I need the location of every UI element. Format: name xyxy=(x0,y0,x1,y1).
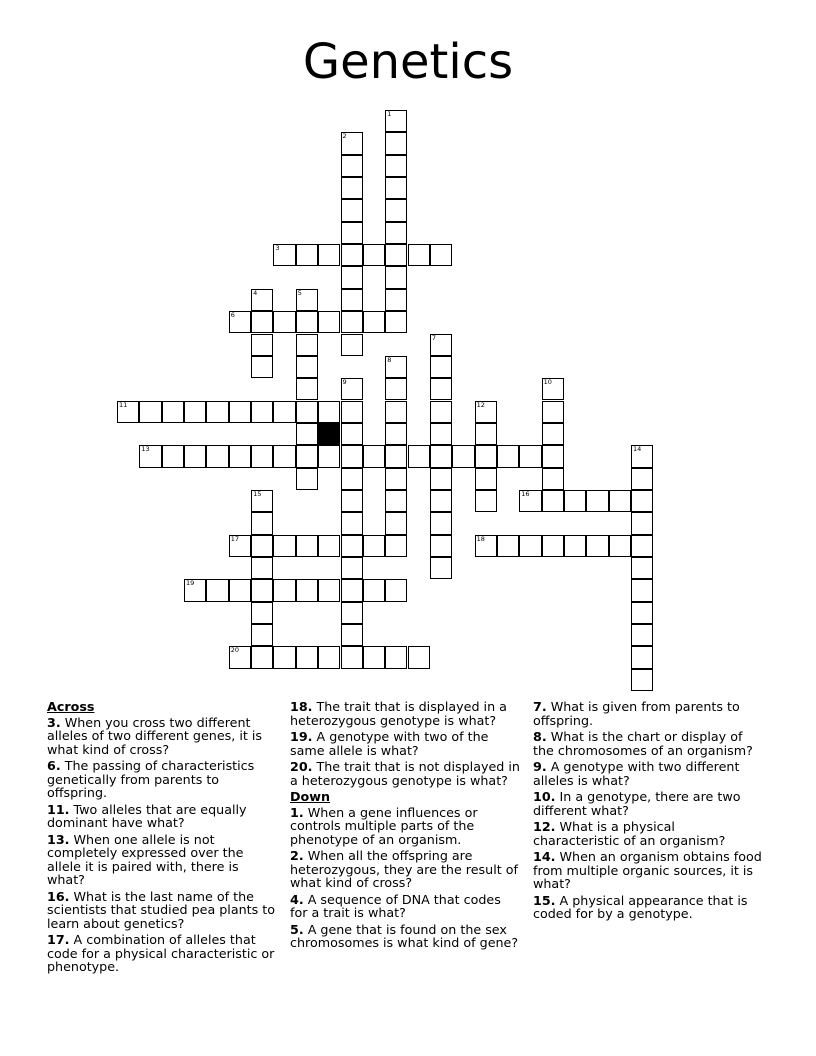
grid-cell[interactable] xyxy=(363,311,385,333)
cell-number: 16 xyxy=(521,489,530,498)
grid-cell[interactable] xyxy=(631,490,653,512)
clue-text: The trait that is displayed in a heterozygous genotype is what? xyxy=(290,699,507,728)
grid-cell[interactable] xyxy=(341,624,363,646)
clue-column-3 xyxy=(533,700,765,924)
grid-cell[interactable] xyxy=(251,557,273,579)
grid-cell[interactable] xyxy=(229,579,251,601)
grid-cell[interactable] xyxy=(184,579,206,601)
grid-cell[interactable] xyxy=(318,401,340,423)
clue-item xyxy=(47,759,279,800)
grid-cell[interactable] xyxy=(430,244,452,266)
grid-cell[interactable] xyxy=(430,512,452,534)
clue-number: 15. xyxy=(533,892,556,908)
grid-cell[interactable] xyxy=(273,445,295,467)
grid-cell[interactable] xyxy=(430,445,452,467)
grid-cell[interactable] xyxy=(631,669,653,691)
grid-cell[interactable] xyxy=(273,244,295,266)
cell-number: 5 xyxy=(297,288,302,297)
grid-cell[interactable] xyxy=(296,244,318,266)
grid-cell[interactable] xyxy=(408,445,430,467)
grid-cell[interactable] xyxy=(385,155,407,177)
clue-text: What is the last name of the scientists that studied pea plants to learn about genetics? xyxy=(47,888,275,931)
grid-cell[interactable] xyxy=(385,289,407,311)
clue-number: 1. xyxy=(290,804,304,820)
clue-number: 2. xyxy=(290,848,304,863)
clue-text: What is the chart or display of the chromosomes of an organism? xyxy=(533,729,753,758)
grid-cell[interactable] xyxy=(542,401,564,423)
cell-number: 10 xyxy=(543,378,552,387)
clue-section-heading: Across xyxy=(47,699,95,714)
grid-cell[interactable] xyxy=(296,334,318,356)
grid-cell[interactable] xyxy=(341,132,363,154)
grid-cell[interactable] xyxy=(296,445,318,467)
clue-number: 11. xyxy=(47,801,70,817)
clue-text: A gene that is found on the sex chromosomes is what kind of gene? xyxy=(290,921,519,950)
grid-cell[interactable] xyxy=(318,646,340,668)
grid-cell[interactable] xyxy=(430,356,452,378)
grid-block xyxy=(318,423,340,445)
clue-item xyxy=(290,923,522,950)
grid-cell[interactable] xyxy=(229,401,251,423)
grid-cell[interactable] xyxy=(430,423,452,445)
clue-text: A genotype with two of the same allele is what? xyxy=(290,729,489,758)
grid-cell[interactable] xyxy=(341,401,363,423)
grid-cell[interactable] xyxy=(296,378,318,400)
grid-cell[interactable] xyxy=(273,311,295,333)
cell-number: 13 xyxy=(141,445,150,454)
grid-cell[interactable] xyxy=(341,646,363,668)
grid-cell[interactable] xyxy=(318,244,340,266)
grid-cell[interactable] xyxy=(296,356,318,378)
grid-cell[interactable] xyxy=(206,445,228,467)
clue-item xyxy=(290,760,522,787)
grid-cell[interactable] xyxy=(318,445,340,467)
grid-cell[interactable] xyxy=(631,445,653,467)
grid-cell[interactable] xyxy=(341,155,363,177)
grid-cell[interactable] xyxy=(341,535,363,557)
grid-cell[interactable] xyxy=(251,579,273,601)
clue-item xyxy=(533,760,765,787)
grid-cell[interactable] xyxy=(184,401,206,423)
grid-cell[interactable] xyxy=(273,646,295,668)
clue-item xyxy=(533,700,765,727)
grid-cell[interactable] xyxy=(475,535,497,557)
grid-cell[interactable] xyxy=(341,445,363,467)
grid-cell[interactable] xyxy=(273,535,295,557)
grid-cell[interactable] xyxy=(318,579,340,601)
grid-cell[interactable] xyxy=(385,199,407,221)
grid-cell[interactable] xyxy=(385,423,407,445)
grid-cell[interactable] xyxy=(385,132,407,154)
grid-cell[interactable] xyxy=(162,445,184,467)
grid-cell[interactable] xyxy=(363,646,385,668)
grid-cell[interactable] xyxy=(385,378,407,400)
grid-cell[interactable] xyxy=(251,512,273,534)
grid-cell[interactable] xyxy=(341,266,363,288)
clue-item xyxy=(47,933,279,974)
cell-number: 3 xyxy=(275,244,280,253)
clue-item xyxy=(533,820,765,847)
clue-text: Two alleles that are equally dominant have what? xyxy=(47,801,247,830)
cell-number: 14 xyxy=(633,445,642,454)
grid-cell[interactable] xyxy=(229,445,251,467)
grid-cell[interactable] xyxy=(609,535,631,557)
clue-item xyxy=(47,803,279,830)
grid-cell[interactable] xyxy=(296,579,318,601)
grid-cell[interactable] xyxy=(341,557,363,579)
cell-number: 6 xyxy=(230,311,235,320)
clue-number: 6. xyxy=(47,758,61,773)
grid-cell[interactable] xyxy=(385,445,407,467)
grid-cell[interactable] xyxy=(363,445,385,467)
grid-cell[interactable] xyxy=(184,445,206,467)
clue-item xyxy=(290,849,522,890)
clue-text: What is a physical characteristic of an organism? xyxy=(533,819,726,848)
grid-cell[interactable] xyxy=(564,490,586,512)
grid-cell[interactable] xyxy=(229,311,251,333)
grid-cell[interactable] xyxy=(385,244,407,266)
cell-number: 9 xyxy=(342,378,347,387)
cell-number: 15 xyxy=(253,489,262,498)
clue-text: A physical appearance that is coded for by a genotype. xyxy=(533,892,748,921)
cell-number: 17 xyxy=(230,534,240,543)
clue-text: When a gene influences or controls multiple parts of the phenotype of an organism. xyxy=(290,804,478,847)
grid-cell[interactable] xyxy=(452,445,474,467)
grid-cell[interactable] xyxy=(497,535,519,557)
page-title: Genetics xyxy=(302,34,514,90)
clue-number: 12. xyxy=(533,819,556,834)
grid-cell[interactable] xyxy=(251,334,273,356)
grid-cell[interactable] xyxy=(385,222,407,244)
grid-cell[interactable] xyxy=(385,356,407,378)
grid-cell[interactable] xyxy=(475,468,497,490)
grid-cell[interactable] xyxy=(251,401,273,423)
clue-item xyxy=(533,850,765,891)
grid-cell[interactable] xyxy=(430,468,452,490)
grid-cell[interactable] xyxy=(363,244,385,266)
grid-cell[interactable] xyxy=(341,289,363,311)
grid-cell[interactable] xyxy=(564,535,586,557)
grid-cell[interactable] xyxy=(251,289,273,311)
grid-cell[interactable] xyxy=(631,579,653,601)
grid-cell[interactable] xyxy=(385,579,407,601)
grid-cell[interactable] xyxy=(139,401,161,423)
clue-item xyxy=(533,790,765,817)
grid-cell[interactable] xyxy=(162,401,184,423)
grid-cell[interactable] xyxy=(363,535,385,557)
clue-item xyxy=(290,806,522,847)
grid-cell[interactable] xyxy=(341,423,363,445)
grid-cell[interactable] xyxy=(251,490,273,512)
clue-text: A sequence of DNA that codes for a trait is what? xyxy=(290,891,501,920)
clue-item xyxy=(290,893,522,920)
clue-text: What is given from parents to offspring. xyxy=(533,699,740,728)
clue-number: 20. xyxy=(290,759,313,774)
clue-number: 9. xyxy=(533,759,547,774)
clue-number: 13. xyxy=(47,831,70,847)
clue-column-1 xyxy=(47,700,279,977)
grid-cell[interactable] xyxy=(341,244,363,266)
grid-cell[interactable] xyxy=(385,401,407,423)
grid-cell[interactable] xyxy=(586,490,608,512)
grid-cell[interactable] xyxy=(385,468,407,490)
clue-number: 4. xyxy=(290,891,304,907)
grid-cell[interactable] xyxy=(341,199,363,221)
clue-number: 5. xyxy=(290,921,304,937)
grid-cell[interactable] xyxy=(296,535,318,557)
grid-cell[interactable] xyxy=(519,490,541,512)
cell-number: 20 xyxy=(230,646,240,655)
grid-cell[interactable] xyxy=(430,557,452,579)
grid-cell[interactable] xyxy=(139,445,161,467)
grid-cell[interactable] xyxy=(251,445,273,467)
grid-cell[interactable] xyxy=(631,646,653,668)
clue-item xyxy=(533,894,765,921)
cell-number: 8 xyxy=(387,355,392,364)
grid-cell[interactable] xyxy=(251,356,273,378)
grid-cell[interactable] xyxy=(341,512,363,534)
grid-cell[interactable] xyxy=(385,646,407,668)
cell-number: 19 xyxy=(186,579,195,588)
grid-cell[interactable] xyxy=(408,646,430,668)
clue-section-heading: Down xyxy=(290,789,331,804)
clue-text: In a genotype, there are two different what? xyxy=(533,789,741,818)
grid-cell[interactable] xyxy=(385,177,407,199)
clue-text: The trait that is not displayed in a heterozygous genotype is what? xyxy=(290,759,520,788)
grid-cell[interactable] xyxy=(385,266,407,288)
grid-cell[interactable] xyxy=(631,602,653,624)
clue-item xyxy=(47,716,279,757)
grid-cell[interactable] xyxy=(318,311,340,333)
clue-text: When one allele is not completely expressed over the allele it is paired with, there is what? xyxy=(47,831,244,887)
grid-cell[interactable] xyxy=(229,646,251,668)
grid-cell[interactable] xyxy=(341,579,363,601)
clue-number: 16. xyxy=(47,888,70,904)
grid-cell[interactable] xyxy=(341,222,363,244)
grid-cell[interactable] xyxy=(385,110,407,132)
clue-item xyxy=(47,833,279,887)
grid-cell[interactable] xyxy=(631,624,653,646)
grid-cell[interactable] xyxy=(251,535,273,557)
cell-number: 7 xyxy=(431,333,437,342)
clue-text: A combination of alleles that code for a physical characteristic or phenotype. xyxy=(47,932,275,974)
grid-cell[interactable] xyxy=(542,423,564,445)
grid-cell[interactable] xyxy=(341,490,363,512)
grid-cell[interactable] xyxy=(542,468,564,490)
cell-number: 18 xyxy=(476,534,485,543)
clue-number: 10. xyxy=(533,789,556,804)
cell-number: 4 xyxy=(253,288,258,297)
clue-column-2 xyxy=(290,700,522,953)
grid-cell[interactable] xyxy=(341,177,363,199)
grid-cell[interactable] xyxy=(296,401,318,423)
clue-text: When you cross two different alleles of two different genes, it is what kind of cross? xyxy=(47,714,262,757)
grid-cell[interactable] xyxy=(206,401,228,423)
grid-cell[interactable] xyxy=(430,378,452,400)
grid-cell[interactable] xyxy=(251,646,273,668)
grid-cell[interactable] xyxy=(341,468,363,490)
cell-number: 2 xyxy=(342,132,347,141)
clue-text: When an organism obtains food from multiple organic sources, it is what? xyxy=(533,849,762,891)
grid-cell[interactable] xyxy=(631,468,653,490)
grid-cell[interactable] xyxy=(408,244,430,266)
grid-cell[interactable] xyxy=(475,490,497,512)
grid-cell[interactable] xyxy=(385,535,407,557)
grid-cell[interactable] xyxy=(542,378,564,400)
grid-cell[interactable] xyxy=(363,579,385,601)
grid-cell[interactable] xyxy=(341,334,363,356)
cell-number: 12 xyxy=(476,400,485,409)
grid-cell[interactable] xyxy=(296,423,318,445)
grid-cell[interactable] xyxy=(497,445,519,467)
clue-text: The passing of characteristics genetically from parents to offspring. xyxy=(47,758,255,800)
clue-number: 7. xyxy=(533,699,547,714)
grid-cell[interactable] xyxy=(296,289,318,311)
grid-cell[interactable] xyxy=(385,490,407,512)
grid-cell[interactable] xyxy=(609,490,631,512)
grid-cell[interactable] xyxy=(341,602,363,624)
clue-number: 3. xyxy=(47,714,61,730)
grid-cell[interactable] xyxy=(631,512,653,534)
grid-cell[interactable] xyxy=(251,602,273,624)
grid-cell[interactable] xyxy=(251,311,273,333)
grid-cell[interactable] xyxy=(542,490,564,512)
grid-cell[interactable] xyxy=(251,624,273,646)
clue-text: A genotype with two different alleles is what? xyxy=(533,759,740,788)
grid-cell[interactable] xyxy=(631,535,653,557)
grid-cell[interactable] xyxy=(542,535,564,557)
cell-number: 11 xyxy=(119,400,128,409)
clue-text: When all the offspring are heterozygous, they are the result of what kind of cross? xyxy=(290,848,518,890)
clue-number: 8. xyxy=(533,729,547,744)
grid-cell[interactable] xyxy=(341,311,363,333)
grid-cell[interactable] xyxy=(206,579,228,601)
grid-cell[interactable] xyxy=(519,445,541,467)
grid-cell[interactable] xyxy=(475,423,497,445)
grid-cell[interactable] xyxy=(341,378,363,400)
grid-cell[interactable] xyxy=(273,579,295,601)
clue-item xyxy=(533,730,765,757)
clue-item xyxy=(290,730,522,757)
clue-item xyxy=(47,890,279,931)
grid-cell[interactable] xyxy=(229,535,251,557)
grid-cell[interactable] xyxy=(296,646,318,668)
grid-cell[interactable] xyxy=(430,334,452,356)
grid-cell[interactable] xyxy=(475,445,497,467)
grid-cell[interactable] xyxy=(117,401,139,423)
grid-cell[interactable] xyxy=(542,445,564,467)
grid-cell[interactable] xyxy=(385,512,407,534)
grid-cell[interactable] xyxy=(475,401,497,423)
clue-number: 17. xyxy=(47,932,70,947)
cell-number: 1 xyxy=(387,110,392,118)
grid-cell[interactable] xyxy=(296,311,318,333)
grid-cell[interactable] xyxy=(631,557,653,579)
clue-number: 18. xyxy=(290,699,313,714)
grid-cell[interactable] xyxy=(430,401,452,423)
grid-cell[interactable] xyxy=(385,311,407,333)
clue-item xyxy=(290,700,522,727)
grid-cell[interactable] xyxy=(519,535,541,557)
grid-cell[interactable] xyxy=(273,401,295,423)
clue-number: 19. xyxy=(290,729,313,744)
grid-cell[interactable] xyxy=(318,535,340,557)
grid-cell[interactable] xyxy=(296,468,318,490)
grid-cell[interactable] xyxy=(586,535,608,557)
grid-cell[interactable] xyxy=(430,490,452,512)
clue-number: 14. xyxy=(533,849,556,864)
grid-cell[interactable] xyxy=(430,535,452,557)
